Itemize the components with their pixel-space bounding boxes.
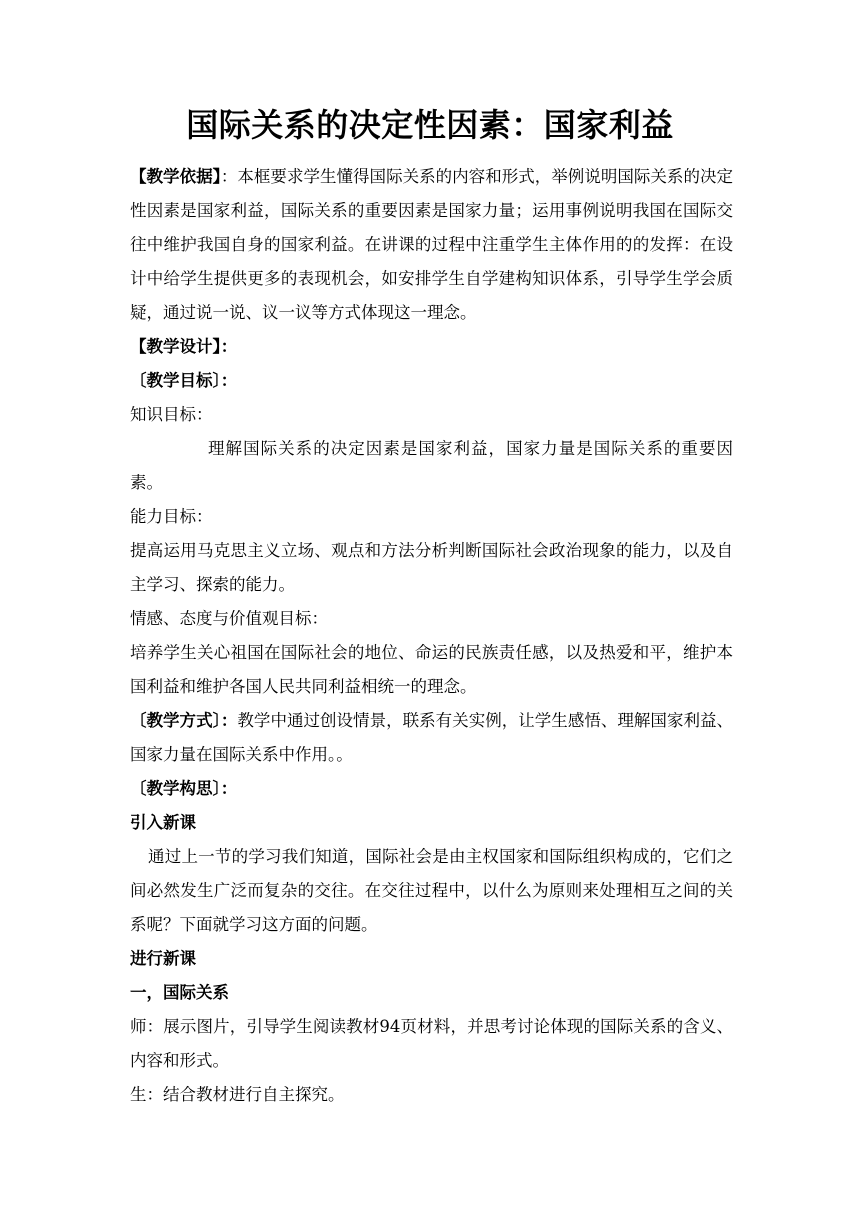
emotion-goal-label: 情感、态度与价值观目标：: [130, 609, 328, 628]
ability-goal-label: 能力目标：: [130, 507, 213, 526]
teaching-method-label: 〔教学方式〕：: [130, 711, 238, 730]
emotion-goal-text: 培养学生关心祖国在国际社会的地位、命运的民族责任感，以及热爱和平，维护本国利益和维护各国人民共同利益相统一的理念。: [130, 643, 733, 696]
teaching-concept-label: 〔教学构思〕：: [130, 779, 238, 798]
teaching-basis-paragraph: [130, 160, 733, 330]
teacher-activity-text: 师：展示图片，引导学生阅读教材94页材料，并思考讨论体现的国际关系的含义、内容和形式。: [130, 1017, 733, 1070]
section-heading-international-relations: 一，国际关系: [130, 983, 229, 1002]
document-body: [130, 160, 733, 1112]
student-activity-text: 生：结合教材进行自主探究。: [130, 1085, 345, 1104]
teaching-basis-text: ：本框要求学生懂得国际关系的内容和形式，举例说明国际关系的决定性因素是国家利益，国际关系的重要因素是国家力量；运用事例说明我国在国际交往中维护我国自身的国家利益。在讲课的过程中注重学生主体作用的的发挥：在设计中给学生提供更多的表现机会，如安排学生自学建构知识体系，引导学生学会质疑，通过说一说、议一议等方式体现这一理念。: [130, 167, 733, 322]
page-title: 国际关系的决定性因素：国家利益: [186, 106, 674, 144]
new-lesson-heading: 进行新课: [130, 949, 196, 968]
ability-goal-text: 提高运用马克思主义立场、观点和方法分析判断国际社会政治现象的能力，以及自主学习、探索的能力。: [130, 541, 733, 594]
teaching-goals-label: 〔教学目标〕：: [130, 371, 238, 390]
knowledge-goal-label: 知识目标：: [130, 405, 213, 424]
teaching-basis-label: 【教学依据】: [130, 167, 221, 186]
intro-heading: 引入新课: [130, 813, 196, 832]
teaching-design-label: 【教学设计】：: [130, 337, 238, 356]
intro-text: 通过上一节的学习我们知道，国际社会是由主权国家和国际组织构成的，它们之间必然发生广泛而复杂的交往。在交往过程中，以什么为原则来处理相互之间的关系呢？下面就学习这方面的问题。: [130, 847, 733, 934]
knowledge-goal-text: 理解国际关系的决定因素是国家利益，国家力量是国际关系的重要因素。: [130, 439, 733, 492]
teaching-method-text: 教学中通过创设情景，联系有关实例，让学生感悟、理解国家利益、国家力量在国际关系中作用。。: [130, 711, 734, 764]
teaching-method-paragraph: [130, 704, 733, 772]
